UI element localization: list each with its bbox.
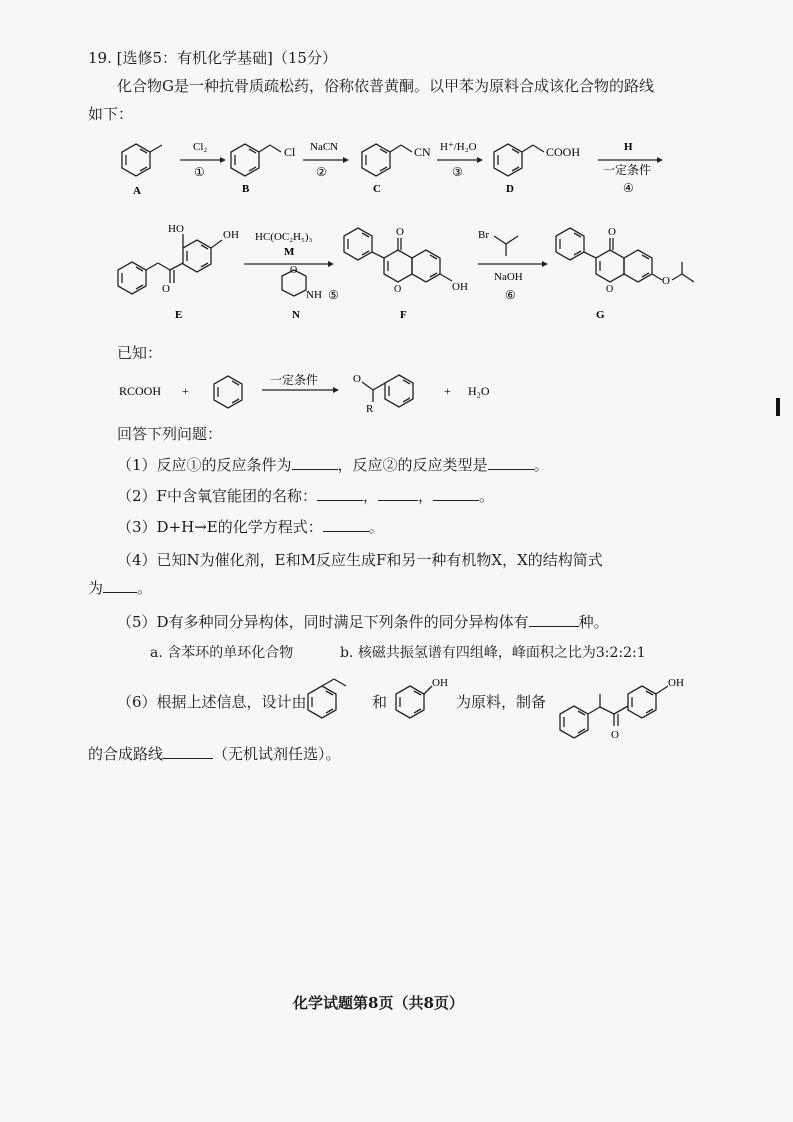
question-3: （3）D+H→E的化学方程式： 。 (117, 518, 384, 536)
step6-number: ⑥ (505, 288, 516, 302)
step1-number: ① (194, 165, 205, 179)
page-footer: 化学试题第8页（共8页） (293, 994, 464, 1012)
label-m: M (284, 246, 295, 258)
label-c: C (373, 183, 381, 195)
step5-number: ⑤ (328, 288, 339, 302)
step4-condition: 一定条件 (603, 163, 652, 177)
compound-a-structure (122, 144, 162, 176)
compound-c-structure (362, 144, 412, 176)
known-product-r: R (366, 403, 374, 415)
question-1: （1）反应①的反应条件为 ，反应②的反应类型是 。 (117, 456, 549, 474)
question-header: 19. [选修5：有机化学基础]（15分） (88, 49, 337, 67)
q6-phenol-structure (388, 672, 460, 722)
g-ring-o: O (606, 284, 614, 295)
question-2: （2）F中含氧官能团的名称： ， ， 。 (117, 487, 494, 505)
q6-target-o: O (611, 729, 619, 741)
f-oh-group: OH (452, 281, 468, 293)
q2-blank-2[interactable] (378, 486, 418, 501)
label-a: A (133, 185, 141, 197)
compound-g-structure (556, 228, 694, 282)
q5-condition-b: b. 核磁共振氢谱有四组峰，峰面积之比为3:2:2:1 (340, 645, 646, 661)
known-plus2: + (444, 384, 451, 398)
known-plus1: + (182, 384, 189, 398)
known-product-o: O (353, 373, 361, 385)
compound-d-structure (494, 144, 544, 176)
step4-reagent: H (624, 141, 633, 153)
compound-b-structure (231, 144, 281, 176)
label-d: D (506, 183, 514, 195)
g-ether-o: O (662, 275, 670, 287)
q4-blank[interactable] (103, 578, 137, 593)
label-g: G (596, 309, 605, 321)
q6-text-b: 为原料，制备 (456, 693, 547, 711)
step6-condition: NaOH (494, 271, 523, 283)
q6-line2: 的合成路线 （无机试剂任选）。 (88, 745, 341, 763)
known-condition: 一定条件 (270, 373, 319, 387)
intro-text-line2: 如下： (88, 105, 134, 123)
answer-prompt: 回答下列问题： (117, 425, 223, 443)
label-n: N (292, 309, 300, 321)
q3-blank[interactable] (323, 517, 369, 532)
q6-target-structure (550, 668, 710, 748)
q6-blank[interactable] (163, 744, 213, 759)
label-b: B (242, 183, 250, 195)
synthesis-route-row2 (0, 218, 793, 328)
step3-number: ③ (452, 165, 463, 179)
e-carbonyl-o: O (162, 283, 170, 295)
question-4-line2: 为 。 (88, 579, 153, 597)
compound-e-structure (118, 234, 222, 294)
q5-blank[interactable] (529, 612, 579, 627)
label-e: E (175, 309, 183, 321)
carboxyl-group: COOH (546, 145, 581, 159)
f-carbonyl-o: O (396, 226, 404, 238)
known-benzene-structure (214, 376, 242, 408)
q1-blank-2[interactable] (488, 455, 534, 470)
cyano-group: CN (414, 145, 431, 159)
q6-text-a: （6）根据上述信息，设计由 (117, 693, 307, 711)
q2-blank-3[interactable] (433, 486, 479, 501)
step3-reagent: H⁺/H₂O (440, 141, 477, 153)
g-carbonyl-o: O (608, 226, 616, 238)
isopropyl-bromide-structure (494, 236, 518, 256)
q6-target-oh: OH (668, 677, 684, 689)
question-5: （5）D有多种同分异构体，同时满足下列条件的同分异构体有 种。 (117, 613, 609, 631)
f-ring-o: O (394, 284, 402, 295)
known-reaction (0, 368, 793, 418)
step1-reagent: Cl₂ (193, 141, 208, 153)
e-oh-group: OH (223, 229, 239, 241)
step6-reagent: Br (478, 229, 489, 241)
known-title: 已知： (117, 344, 163, 362)
known-rcooh: RCOOH (119, 384, 162, 398)
step5-reagent: HC(OC₂H₅)₃ (255, 231, 313, 243)
known-h2o: H₂O (468, 384, 490, 398)
step2-number: ② (316, 165, 327, 179)
step4-number: ④ (623, 181, 634, 195)
e-ho-group: HO (168, 223, 184, 235)
q6-and: 和 (372, 693, 388, 711)
q6-phenol-oh: OH (432, 677, 448, 689)
intro-text-line1: 化合物G是一种抗骨质疏松药，俗称依普黄酮。以甲苯为原料合成该化合物的路线 (117, 77, 654, 95)
label-f: F (400, 309, 407, 321)
margin-mark (776, 398, 780, 416)
n-nh-group: NH (306, 289, 322, 301)
synthesis-route-row1 (0, 128, 793, 208)
q1-blank-1[interactable] (292, 455, 338, 470)
n-ring-o: O (290, 265, 298, 276)
q2-blank-1[interactable] (317, 486, 363, 501)
q6-ethylbenzene-structure (300, 672, 360, 722)
q5-condition-a: a. 含苯环的单环化合物 (150, 645, 294, 661)
step2-reagent: NaCN (310, 141, 339, 153)
chloro-group: Cl (284, 145, 296, 159)
question-4-line1: （4）已知N为催化剂，E和M反应生成F和另一种有机物X，X的结构简式 (117, 551, 603, 569)
